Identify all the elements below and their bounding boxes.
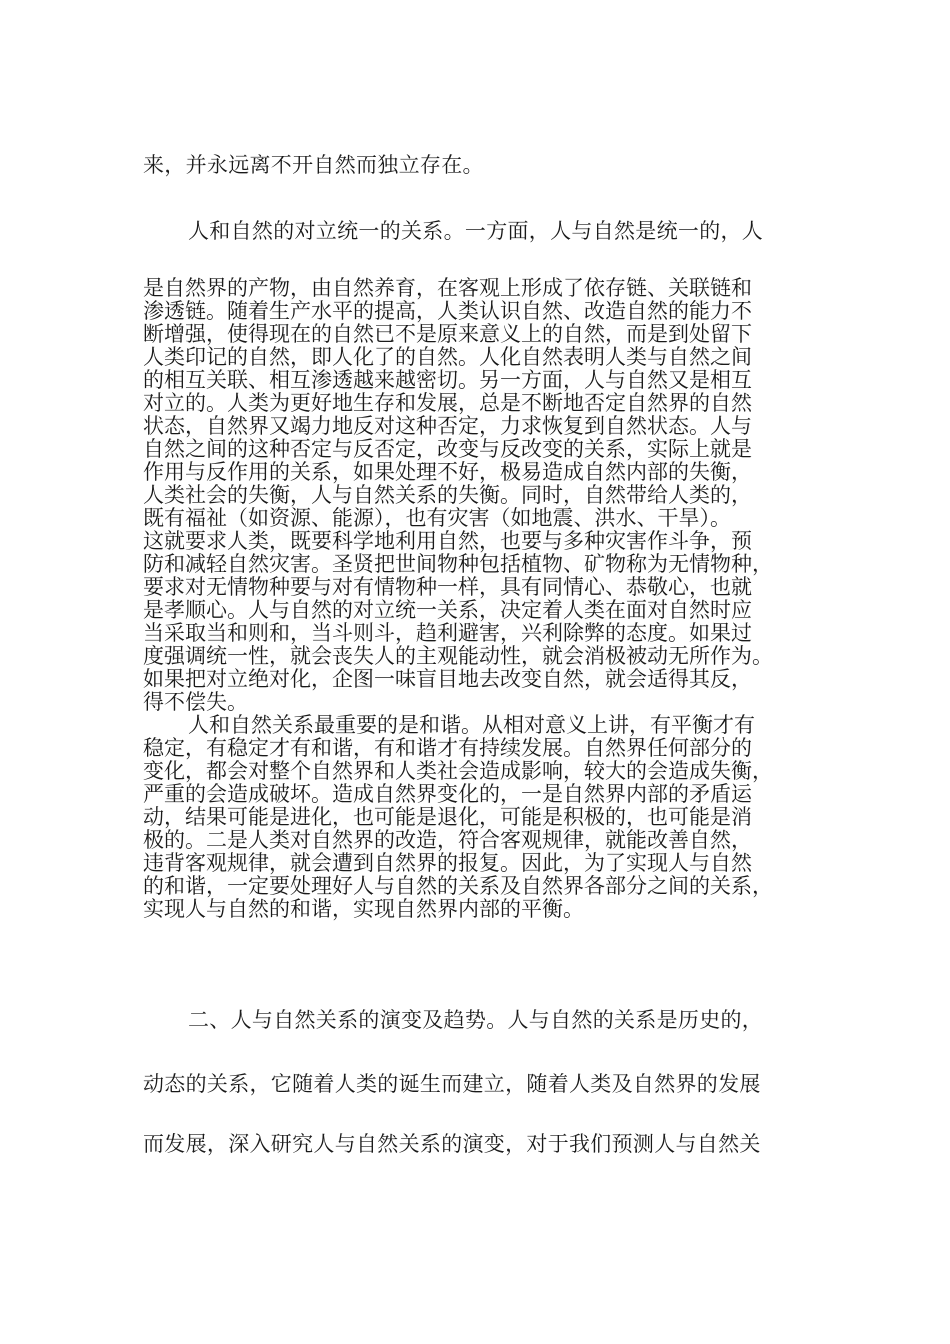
- text-line: 度强调统一性，就会丧失人的主观能动性，就会消极被动无所作为。: [143, 644, 773, 668]
- paragraph-3-line-3: 而发展，深入研究人与自然关系的演变，对于我们预测人与自然关: [143, 1132, 761, 1156]
- text-line: 当采取当和则和，当斗则斗，趋利避害，兴利除弊的态度。如果过: [143, 621, 752, 645]
- paragraph-3-line-2: 动态的关系，它随着人类的诞生而建立，随着人类及自然界的发展: [143, 1072, 761, 1096]
- text-line: 变化，都会对整个自然界和人类社会造成影响，较大的会造成失衡，: [143, 759, 773, 783]
- text-line: 状态，自然界又竭力地反对这种否定，力求恢复到自然状态。人与: [143, 414, 752, 438]
- text-line: 人类印记的自然，即人化了的自然。人化自然表明人类与自然之间: [143, 345, 752, 369]
- text-line: 人类社会的失衡，人与自然关系的失衡。同时，自然带给人类的，: [143, 483, 752, 507]
- text-line: 对立的。人类为更好地生存和发展，总是不断地否定自然界的自然: [143, 391, 752, 415]
- text-line: 是自然界的产物，由自然养育，在客观上形成了依存链、关联链和: [143, 276, 752, 300]
- text-line: 断增强，使得现在的自然已不是原来意义上的自然，而是到处留下: [143, 322, 752, 346]
- text-line: 自然之间的这种否定与反否定，改变与反改变的关系，实际上就是: [143, 437, 752, 461]
- intro-line: 来，并永远离不开自然而独立存在。: [143, 153, 484, 177]
- text-line: 如果把对立绝对化，企图一味盲目地去改变自然，就会适得其反，: [143, 667, 752, 691]
- paragraph-1-first-line: 人和自然的对立统一的关系。一方面，人与自然是统一的，人: [188, 219, 764, 243]
- text-line: 动，结果可能是进化，也可能是退化，可能是积极的，也可能是消: [143, 805, 752, 829]
- text-line: 防和减轻自然灾害。圣贤把世间物种包括植物、矿物称为无情物种，: [143, 552, 773, 576]
- text-line: 这就要求人类，既要科学地利用自然，也要与多种灾害作斗争，预: [143, 529, 752, 553]
- text-line: 是孝顺心。人与自然的对立统一关系，决定着人类在面对自然时应: [143, 598, 752, 622]
- text-line: 渗透链。随着生产水平的提高，人类认识自然、改造自然的能力不: [143, 299, 752, 323]
- text-line: 违背客观规律，就会遭到自然界的报复。因此，为了实现人与自然: [143, 851, 752, 875]
- text-line: 稳定，有稳定才有和谐，有和谐才有持续发展。自然界任何部分的: [143, 736, 752, 760]
- text-line: 要求对无情物种要与对有情物种一样，具有同情心、恭敬心，也就: [143, 575, 752, 599]
- text-line: 作用与反作用的关系，如果处理不好，极易造成自然内部的失衡，: [143, 460, 752, 484]
- text-line: 实现人与自然的和谐，实现自然界内部的平衡。: [143, 897, 584, 921]
- text-line: 人和自然关系最重要的是和谐。从相对意义上讲，有平衡才有: [188, 713, 755, 737]
- text-line: 严重的会造成破坏。造成自然界变化的，一是自然界内部的矛盾运: [143, 782, 752, 806]
- text-line: 既有福祉（如资源、能源），也有灾害（如地震、洪水、干旱）。: [143, 506, 731, 530]
- text-line: 极的。二是人类对自然界的改造，符合客观规律，就能改善自然，: [143, 828, 752, 852]
- text-line: 的相互关联、相互渗透越来越密切。另一方面，人与自然又是相互: [143, 368, 752, 392]
- text-line: 得不偿失。: [143, 690, 248, 714]
- text-line: 的和谐，一定要处理好人与自然的关系及自然界各部分之间的关系，: [143, 874, 773, 898]
- paragraph-3-first-line: 二、人与自然关系的演变及趋势。人与自然的关系是历史的，: [188, 1008, 764, 1032]
